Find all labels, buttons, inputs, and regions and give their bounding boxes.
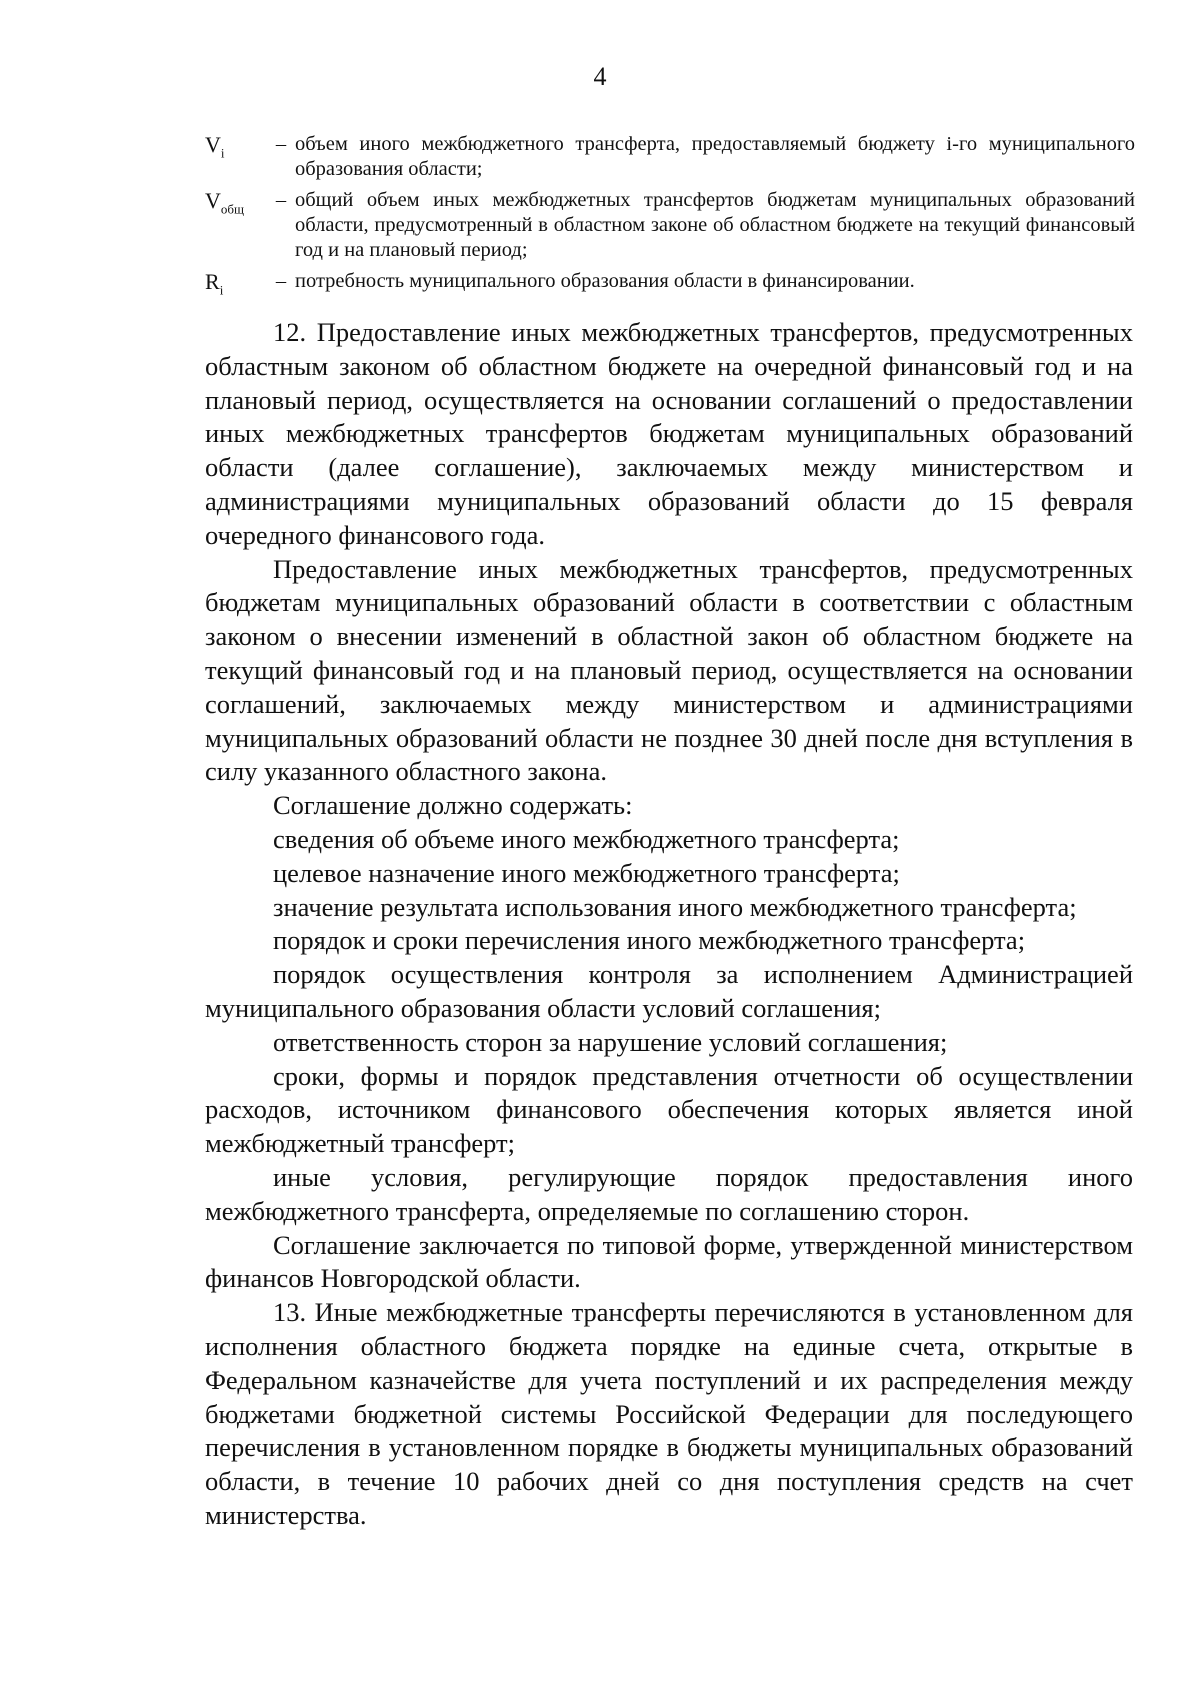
paragraph-12: 12. Предоставление иных межбюджетных трансфертов, предусмотренных областным законом об областном бюджете на очередной финансовый год и на плановый период, осуществляется на основании соглашений о предоставлении иных межбюджетных трансфертов бюджетам муниципальных образований области (далее соглашение), заключаемых между министерством и администрациями муниципальных образований области до 15 февраля очередного финансового года. xyxy=(205,317,1133,550)
list-item: сведения об объеме иного межбюджетного трансферта; xyxy=(273,823,900,854)
definition-dash: – xyxy=(275,270,287,292)
symbol-v-i: $V_i$ xyxy=(205,132,225,161)
agreement-contents-heading: Соглашение должно содержать: xyxy=(273,790,633,821)
list-item: сроки, формы и порядок представления отчетности об осуществлении расходов, источником финансового обеспечения которых является иной межбюджетный трансферт; xyxy=(205,1060,1133,1159)
list-item: иные условия, регулирующие порядок предоставления иного межбюджетного трансферта, определяемые по соглашению сторон. xyxy=(205,1161,1133,1226)
paragraph: Предоставление иных межбюджетных трансфертов, предусмотренных бюджетам муниципальных образований области в соответствии с областным законом о внесении изменений в областной закон об областном бюджете на текущий финансовый год и на плановый период, осуществляется на основании соглашений, заключаемых между министерством и администрациями муниципальных образований области не позднее 30 дней после дня вступления в силу указанного областного закона. xyxy=(205,553,1133,787)
document-body xyxy=(205,316,1133,1533)
definition-dash: – xyxy=(275,189,287,211)
symbol-v-total: $V_{общ}$ xyxy=(205,188,245,217)
formula-definitions xyxy=(205,132,1135,308)
definition-text: объем иного межбюджетного трансферта, предоставляемый бюджету i-го муниципального образования области; xyxy=(295,133,1135,180)
definition-row xyxy=(205,132,1135,182)
list-item: порядок осуществления контроля за исполнением Администрацией муниципального образования области условий соглашения; xyxy=(205,959,1133,1023)
paragraph: Соглашение заключается по типовой форме, утвержденной министерством финансов Новгородской области. xyxy=(205,1229,1133,1294)
definition-text: потребность муниципального образования области в финансировании. xyxy=(295,270,915,292)
page-number: 4 xyxy=(593,62,607,91)
definition-text: общий объем иных межбюджетных трансфертов бюджетам муниципальных образований области, предусмотренный в областном законе об областном бюджете на текущий финансовый год и на плановый период; xyxy=(295,189,1135,261)
paragraph-13: 13. Иные межбюджетные трансферты перечисляются в установленном для исполнения областного бюджета порядке на единые счета, открытые в Федеральном казначействе для учета поступлений и их распределения между бюджетами бюджетной системы Российской Федерации для последующего перечисления в установленном порядке в бюджеты муниципальных образований области, в течение 10 рабочих дней со дня поступления средств на счет министерства. xyxy=(205,1297,1133,1530)
list-item: ответственность сторон за нарушение условий соглашения; xyxy=(273,1026,948,1057)
list-item: значение результата использования иного межбюджетного трансферта; xyxy=(273,891,1077,922)
list-item: порядок и сроки перечисления иного межбюджетного трансферта; xyxy=(273,925,1026,956)
list-item: целевое назначение иного межбюджетного трансферта; xyxy=(273,857,900,888)
definition-row xyxy=(205,269,1135,302)
symbol-r-i: $R_i$ xyxy=(205,269,224,298)
definition-row xyxy=(205,188,1135,263)
definition-dash: – xyxy=(275,133,287,155)
